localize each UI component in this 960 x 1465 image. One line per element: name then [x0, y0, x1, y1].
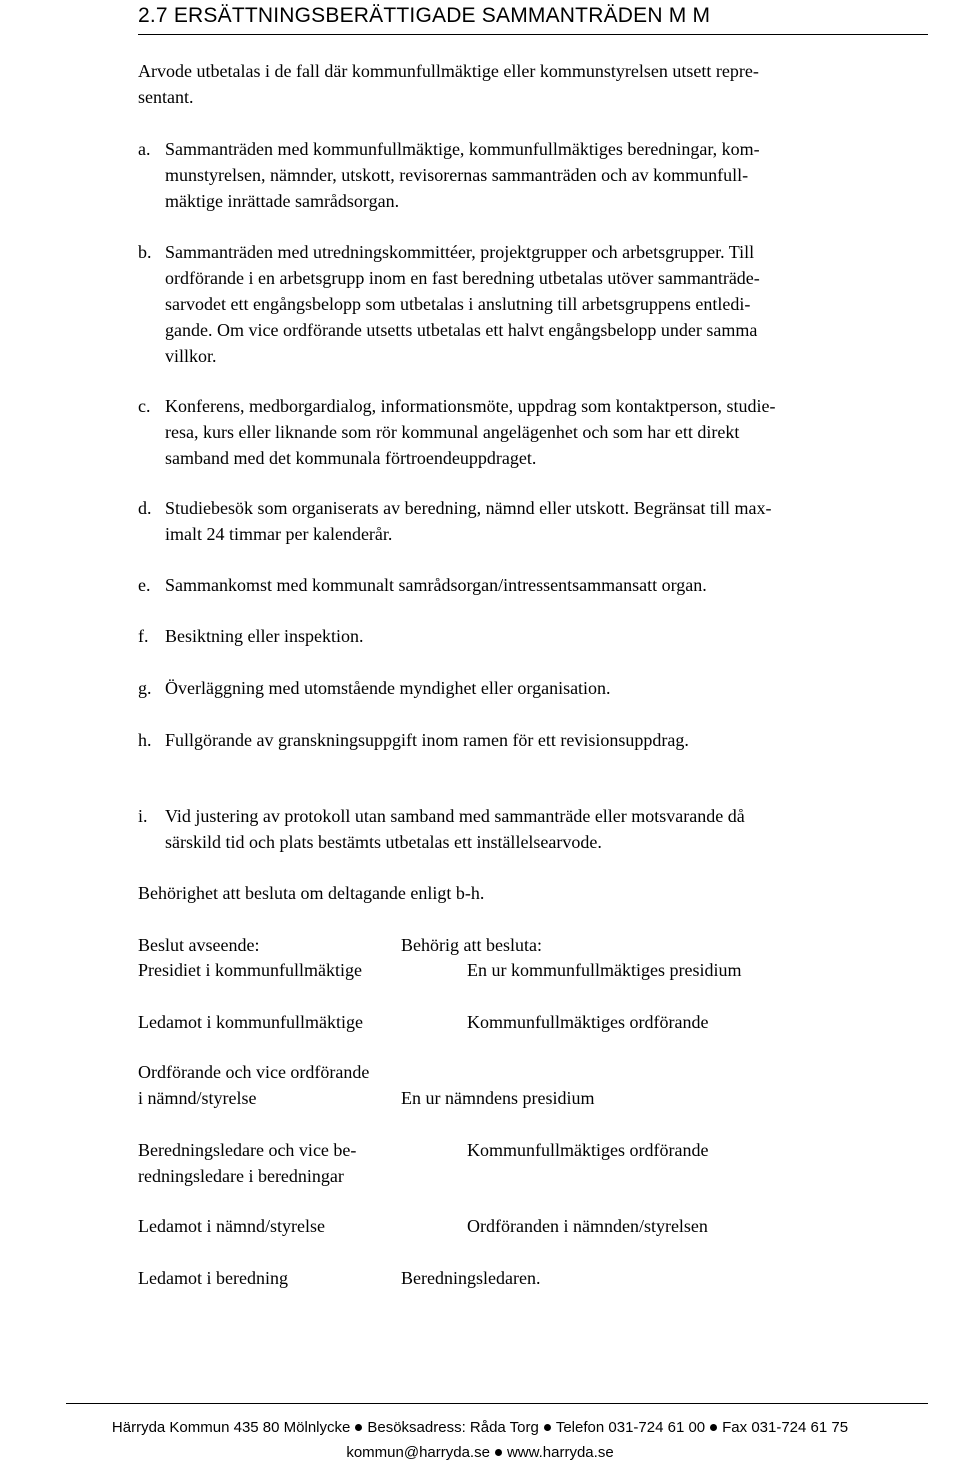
item-letter-a: a.: [138, 139, 151, 159]
item-text-i: [165, 803, 745, 855]
item-text-f: [165, 623, 363, 649]
item-letter-f: f.: [138, 626, 149, 646]
table-cell-line: Ledamot i beredning: [138, 1268, 288, 1288]
item-line: sarvodet ett engångsbelopp som utbetalas i anslutning till arbetsgruppens entledi-: [165, 294, 751, 314]
intro-paragraph: [138, 58, 759, 110]
item-line: munstyrelsen, nämnder, utskott, revisorernas sammanträden och av kommunfull-: [165, 165, 749, 185]
table-header-right: Behörig att besluta:: [401, 935, 542, 955]
item-line: Konferens, medborgardialog, informationsmöte, uppdrag som kontaktperson, studie-: [165, 396, 776, 416]
table-row-left: [138, 1213, 325, 1239]
table-cell-line: Presidiet i kommunfullmäktige: [138, 960, 362, 980]
item-line: gande. Om vice ordförande utsetts utbetalas ett halvt engångsbelopp under samma: [165, 320, 758, 340]
item-letter-d: d.: [138, 498, 152, 518]
footer-contact-line: [0, 1441, 960, 1465]
item-text-b: [165, 239, 760, 369]
item-line: Sammanträden med utredningskommittéer, projektgrupper och arbetsgrupper. Till: [165, 242, 755, 262]
table-row-left: [138, 1137, 356, 1189]
item-text-h: [165, 727, 689, 753]
table-cell-line: Beredningsledaren.: [401, 1268, 541, 1288]
table-cell-line: Ordförande och vice ordförande: [138, 1062, 370, 1082]
table-cell-line: En ur nämndens presidium: [401, 1088, 595, 1108]
item-line: Besiktning eller inspektion.: [165, 626, 364, 646]
table-cell-line: Kommunfullmäktiges ordförande: [467, 1012, 709, 1032]
footer-org: Härryda Kommun 435 80 Mölnlycke: [111, 1419, 351, 1436]
item-line: Sammanträden med kommunfullmäktige, kommunfullmäktiges beredningar, kom-: [165, 139, 760, 159]
table-row-left: [138, 957, 362, 983]
bullet-icon: [544, 1424, 551, 1431]
item-line: Fullgörande av granskningsuppgift inom ramen för ett revisionsuppdrag.: [165, 730, 689, 750]
item-line: imalt 24 timmar per kalenderår.: [165, 524, 393, 544]
table-row-right: [467, 1137, 708, 1163]
item-letter-b: b.: [138, 242, 152, 262]
item-line: resa, kurs eller liknande som rör kommunal angelägenhet och som har ett direkt: [165, 422, 740, 442]
footer-phone: Telefon 031-724 61 00: [555, 1419, 706, 1436]
item-letter-e: e.: [138, 575, 151, 595]
item-text-c: [165, 393, 776, 471]
intro-line: Arvode utbetalas i de fall där kommunfullmäktige eller kommunstyrelsen utsett repre-: [138, 61, 759, 81]
intro-line: sentant.: [138, 87, 194, 107]
authority-intro: Behörighet att besluta om deltagande enligt b-h.: [138, 883, 485, 903]
bullet-icon: [355, 1424, 362, 1431]
footer-email-link[interactable]: kommun@harryda.se: [346, 1444, 490, 1461]
footer-visit: Besöksadress: Råda Torg: [367, 1419, 539, 1436]
table-cell-line: Ledamot i kommunfullmäktige: [138, 1012, 363, 1032]
table-header-left: Beslut avseende:: [138, 935, 260, 955]
bullet-icon: [710, 1424, 717, 1431]
table-cell-line: Beredningsledare och vice be-: [138, 1140, 357, 1160]
item-line: Sammankomst med kommunalt samrådsorgan/intressentsammansatt organ.: [165, 575, 707, 595]
item-line: villkor.: [165, 346, 217, 366]
item-letter-h: h.: [138, 730, 152, 750]
item-line: Överläggning med utomstående myndighet eller organisation.: [165, 678, 611, 698]
table-cell-line: Ledamot i nämnd/styrelse: [138, 1216, 325, 1236]
item-text-d: [165, 495, 772, 547]
table-cell-line: i nämnd/styrelse: [138, 1088, 257, 1108]
item-line: ordförande i en arbetsgrupp inom en fast beredning utbetalas utöver sammanträde-: [165, 268, 760, 288]
item-letter-g: g.: [138, 678, 152, 698]
item-text-a: [165, 136, 760, 214]
item-text-g: [165, 675, 611, 701]
table-row-right: [401, 1085, 594, 1111]
heading-rule: [138, 34, 928, 35]
item-line: samband med det kommunala förtroendeuppdraget.: [165, 448, 537, 468]
item-letter-i: i.: [138, 806, 148, 826]
footer-fax: Fax 031-724 61 75: [722, 1419, 849, 1436]
table-cell-line: Ordföranden i nämnden/styrelsen: [467, 1216, 708, 1236]
item-text-e: [165, 572, 707, 598]
table-cell-line: En ur kommunfullmäktiges presidium: [467, 960, 742, 980]
item-line: Vid justering av protokoll utan samband med sammanträde eller motsvarande då: [165, 806, 745, 826]
footer-rule: [66, 1403, 928, 1404]
table-cell-line: redningsledare i beredningar: [138, 1166, 344, 1186]
table-row-left: [138, 1265, 288, 1291]
table-cell-line: Kommunfullmäktiges ordförande: [467, 1140, 709, 1160]
table-row-right: [467, 1213, 708, 1239]
table-row-right: [401, 1265, 540, 1291]
item-letter-c: c.: [138, 396, 151, 416]
bullet-icon: [495, 1449, 502, 1456]
table-row-right: [467, 1009, 708, 1035]
section-heading: 2.7 ERSÄTTNINGSBERÄTTIGADE SAMMANTRÄDEN M M: [138, 4, 711, 27]
item-line: mäktige inrättade samrådsorgan.: [165, 191, 400, 211]
item-line: särskild tid och plats bestämts utbetalas ett inställelsearvode.: [165, 832, 602, 852]
table-row-left: [138, 1009, 363, 1035]
footer-website-link[interactable]: www.harryda.se: [506, 1444, 614, 1461]
table-row-left: [138, 1059, 369, 1111]
table-row-right: [467, 957, 741, 983]
footer-address-line: [0, 1416, 960, 1440]
item-line: Studiebesök som organiserats av beredning, nämnd eller utskott. Begränsat till max-: [165, 498, 772, 518]
